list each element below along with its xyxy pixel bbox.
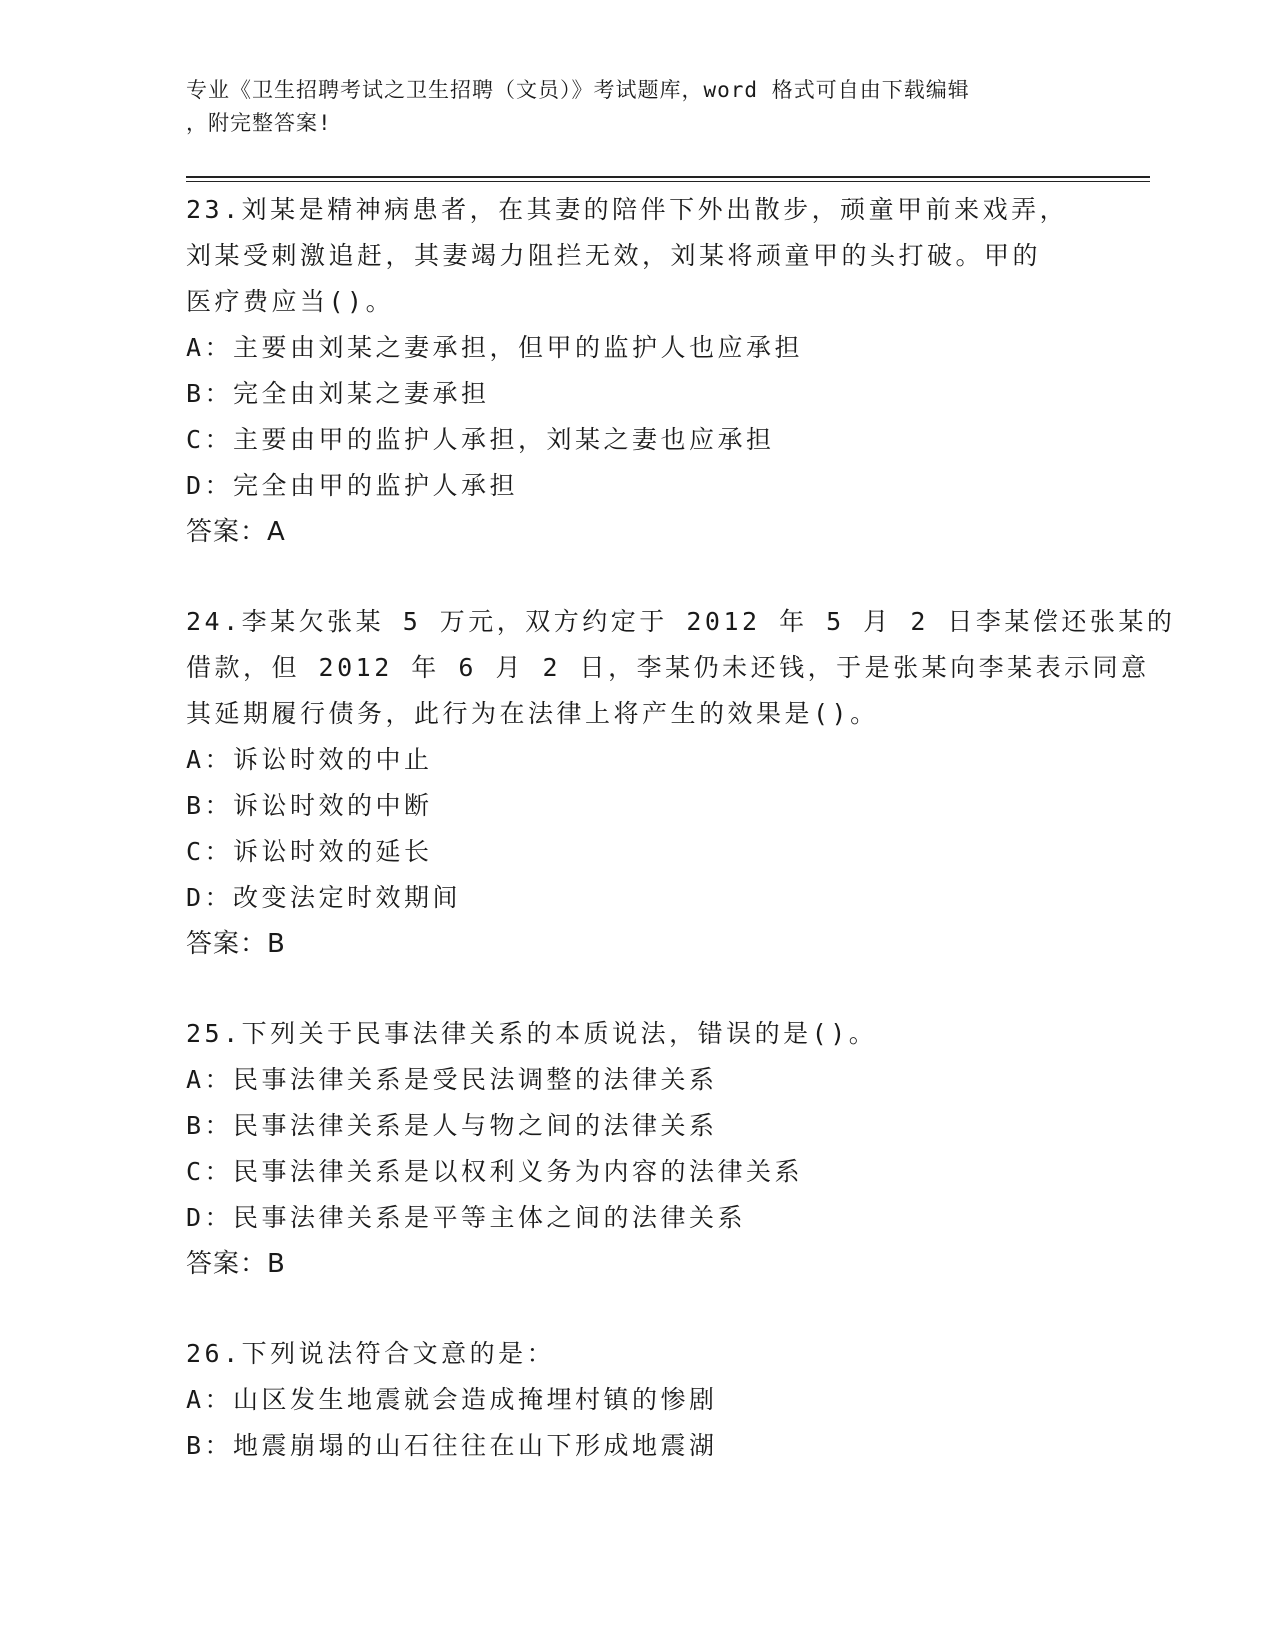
option-b: B：地震崩塌的山石往往在山下形成地震湖 [186,1431,718,1460]
question-stem-line: 26.下列说法符合文意的是： [186,1339,556,1368]
header-divider-thick [186,176,1150,178]
question-stem-line: 23.刘某是精神病患者，在其妻的陪伴下外出散步，顽童甲前来戏弄， [186,195,1069,224]
option-b: B：完全由刘某之妻承担 [186,379,490,408]
option-a: A：主要由刘某之妻承担，但甲的监护人也应承担 [186,333,804,362]
question-stem-line: 借款，但 2012 年 6 月 2 日，李某仍未还钱，于是张某向李某表示同意 [186,653,1150,682]
option-a: A：诉讼时效的中止 [186,745,433,774]
answer-line: 答案：B [186,929,286,959]
answer-line: 答案：A [186,517,286,547]
answer-line: 答案：B [186,1249,286,1279]
option-d: D：民事法律关系是平等主体之间的法律关系 [186,1203,747,1232]
option-a: A：山区发生地震就会造成掩埋村镇的惨剧 [186,1385,718,1414]
question-item [186,1011,1086,1287]
option-b: B：民事法律关系是人与物之间的法律关系 [186,1111,718,1140]
question-list [186,187,1176,1513]
question-stem-line: 25.下列关于民事法律关系的本质说法，错误的是()。 [186,1019,878,1048]
option-c: C：民事法律关系是以权利义务为内容的法律关系 [186,1157,804,1186]
question-item [186,599,1176,967]
header-line-2: ，附完整答案! [186,111,332,135]
document-header [186,74,1086,140]
option-c: C：主要由甲的监护人承担，刘某之妻也应承担 [186,425,775,454]
question-stem-line: 其延期履行债务，此行为在法律上将产生的效果是()。 [186,699,879,728]
option-b: B：诉讼时效的中断 [186,791,433,820]
question-item [186,1331,1086,1469]
question-item [186,187,1086,555]
question-stem-line: 24.李某欠张某 5 万元，双方约定于 2012 年 5 月 2 日李某偿还张某的 [186,607,1176,636]
question-stem-line: 刘某受刺激追赶，其妻竭力阻拦无效，刘某将顽童甲的头打破。甲的 [186,241,1042,270]
option-d: D：改变法定时效期间 [186,883,462,912]
option-a: A：民事法律关系是受民法调整的法律关系 [186,1065,718,1094]
option-c: C：诉讼时效的延长 [186,837,433,866]
question-stem-line: 医疗费应当()。 [186,287,395,316]
header-line-1: 专业《卫生招聘考试之卫生招聘（文员）》考试题库，word 格式可自由下载编辑 [186,78,970,102]
option-d: D：完全由甲的监护人承担 [186,471,519,500]
header-divider-thin [186,181,1150,182]
